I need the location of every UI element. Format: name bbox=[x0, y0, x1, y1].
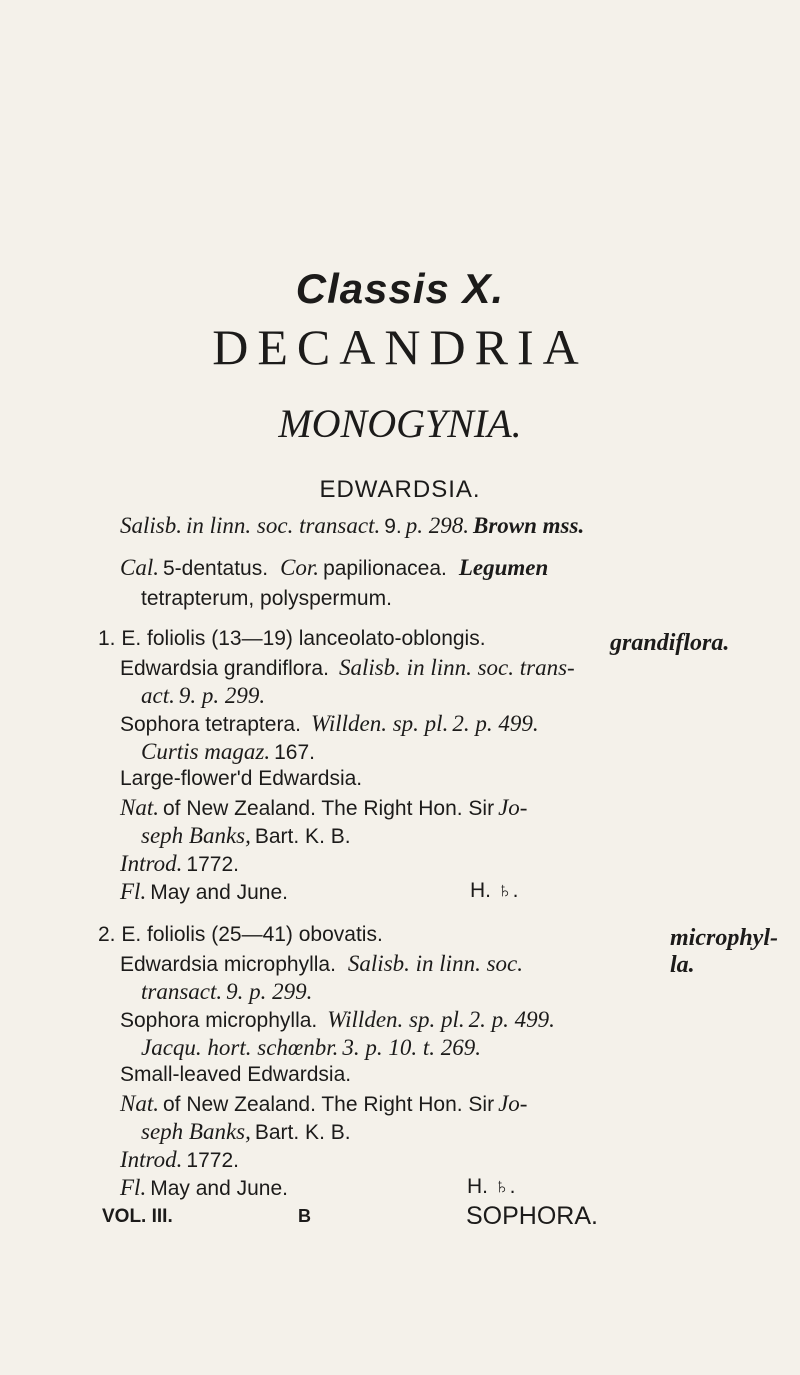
species1-diagnosis: 1. E. foliolis (13—19) lanceolato-oblongis. bbox=[98, 627, 486, 650]
species2-common-name: Small-leaved Edwardsia. bbox=[120, 1063, 352, 1086]
classis-heading: Classis X. bbox=[295, 265, 505, 312]
species2-margin-name-cont: la. bbox=[670, 952, 695, 978]
character-legumen: tetrapterum, polyspermum. bbox=[141, 587, 392, 610]
species2-introduced: Introd. 1772. bbox=[120, 1147, 239, 1172]
order-title: MONOGYNIA. bbox=[278, 401, 522, 446]
species1-introduced: Introd. 1772. bbox=[120, 851, 239, 876]
species2-synonym-2: Sophora microphylla. Willden. sp. pl. 2. p. 499. bbox=[120, 1007, 555, 1032]
signature-mark: B bbox=[298, 1206, 311, 1226]
species2-synonym-1-cont: transact. 9. p. 299. bbox=[141, 979, 313, 1004]
genus-title: EDWARDSIA. bbox=[319, 476, 481, 503]
species2-habit: H. ♄. bbox=[467, 1175, 516, 1198]
species1-synonym-1: Edwardsia grandiflora. Salisb. in linn. soc. trans- bbox=[120, 655, 575, 680]
species1-flowering: Fl. May and June. bbox=[120, 879, 288, 904]
species1-synonym-3: Curtis magaz. 167. bbox=[141, 739, 315, 764]
species2-synonym-3: Jacqu. hort. schœnbr. 3. p. 10. t. 269. bbox=[141, 1035, 482, 1060]
species1-native: Nat. of New Zealand. The Right Hon. Sir Jo- bbox=[120, 795, 528, 820]
character-calyx: Cal. 5-dentatus. Cor. papilionacea. Legumen bbox=[120, 555, 549, 580]
species1-synonym-2: Sophora tetraptera. Willden. sp. pl. 2. p. 499. bbox=[120, 711, 539, 736]
species1-synonym-1-cont: act. 9. p. 299. bbox=[141, 683, 266, 708]
volume-footer: VOL. III. bbox=[102, 1206, 173, 1227]
species2-synonym-1: Edwardsia microphylla. Salisb. in linn. soc. bbox=[120, 951, 523, 976]
species2-diagnosis: 2. E. foliolis (25—41) obovatis. bbox=[98, 923, 383, 946]
species1-native-cont: seph Banks, Bart. K. B. bbox=[141, 823, 351, 848]
species2-margin-name: microphyl- bbox=[670, 925, 778, 951]
class-title: DECANDRIA bbox=[212, 319, 588, 375]
species2-native-cont: seph Banks, Bart. K. B. bbox=[141, 1119, 351, 1144]
species1-habit: H. ♄. bbox=[470, 879, 519, 902]
species2-flowering: Fl. May and June. bbox=[120, 1175, 288, 1200]
genus-reference: Salisb. in linn. soc. transact. 9. p. 298. Brown mss. bbox=[120, 513, 585, 538]
catchword: SOPHORA. bbox=[466, 1202, 598, 1230]
species1-common-name: Large-flower'd Edwardsia. bbox=[120, 767, 363, 790]
species1-margin-name: grandiflora. bbox=[610, 630, 730, 656]
species2-native: Nat. of New Zealand. The Right Hon. Sir Jo- bbox=[120, 1091, 528, 1116]
